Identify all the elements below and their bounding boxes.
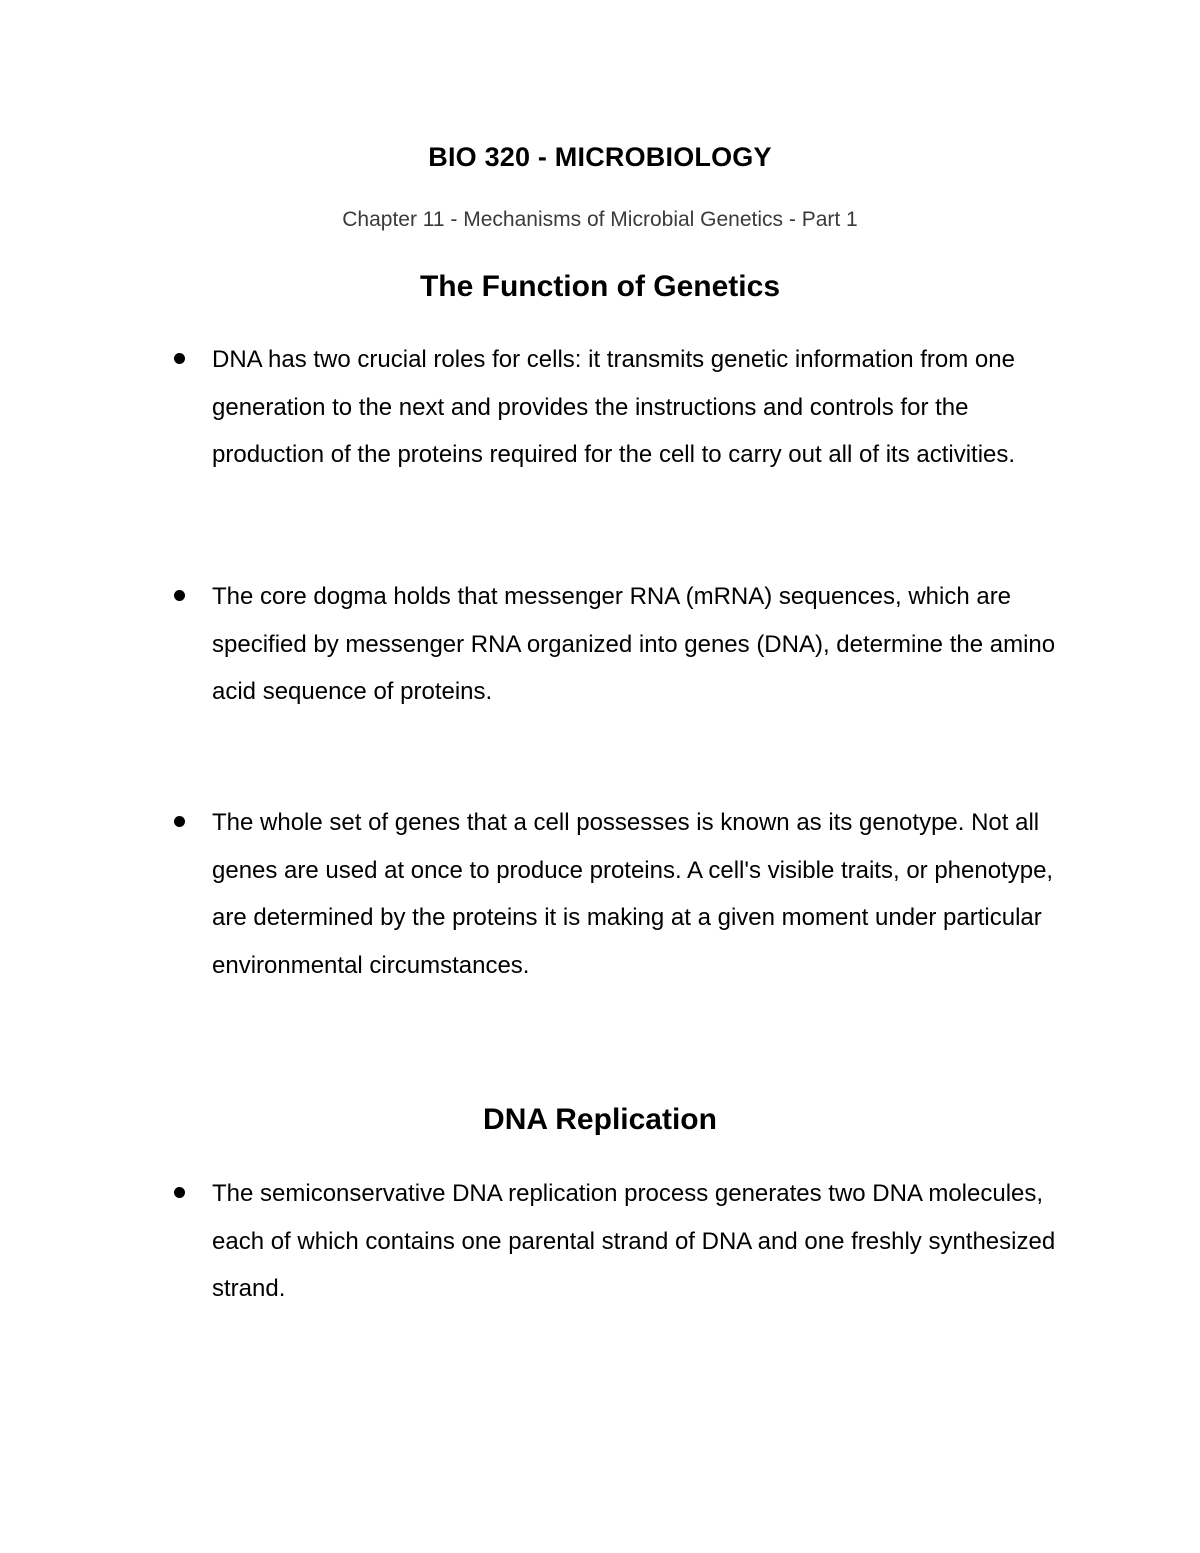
chapter-subtitle: Chapter 11 - Mechanisms of Microbial Genetics - Part 1 (342, 208, 858, 231)
bullet-icon (174, 1187, 185, 1198)
bullet-icon (174, 590, 185, 601)
bullet-text: DNA has two crucial roles for cells: it transmits genetic information from one generation to the next and provides the instructions and controls for the production of the proteins required for the cell to carry out all of its activities. (212, 346, 1016, 468)
bullet-icon (174, 353, 185, 364)
bullet-text: The core dogma holds that messenger RNA (mRNA) sequences, which are specified by messenger RNA organized into genes (DNA), determine the amino acid sequence of proteins. (212, 583, 1056, 705)
bullet-icon (174, 816, 185, 827)
section-heading-dna-replication: DNA Replication (483, 1103, 717, 1136)
section-heading-function-of-genetics: The Function of Genetics (419, 270, 780, 303)
bullet-text: The semiconservative DNA replication process generates two DNA molecules, each of which contains one parental strand of DNA and one freshly synthesized strand. (212, 1180, 1056, 1302)
course-title: BIO 320 - MICROBIOLOGY (428, 142, 772, 172)
bullet-text: The whole set of genes that a cell possesses is known as its genotype. Not all genes are used at once to produce proteins. A cell's visible traits, or phenotype, are determined by the proteins it is making at a given moment under particular environmental circumstances. (212, 809, 1054, 979)
